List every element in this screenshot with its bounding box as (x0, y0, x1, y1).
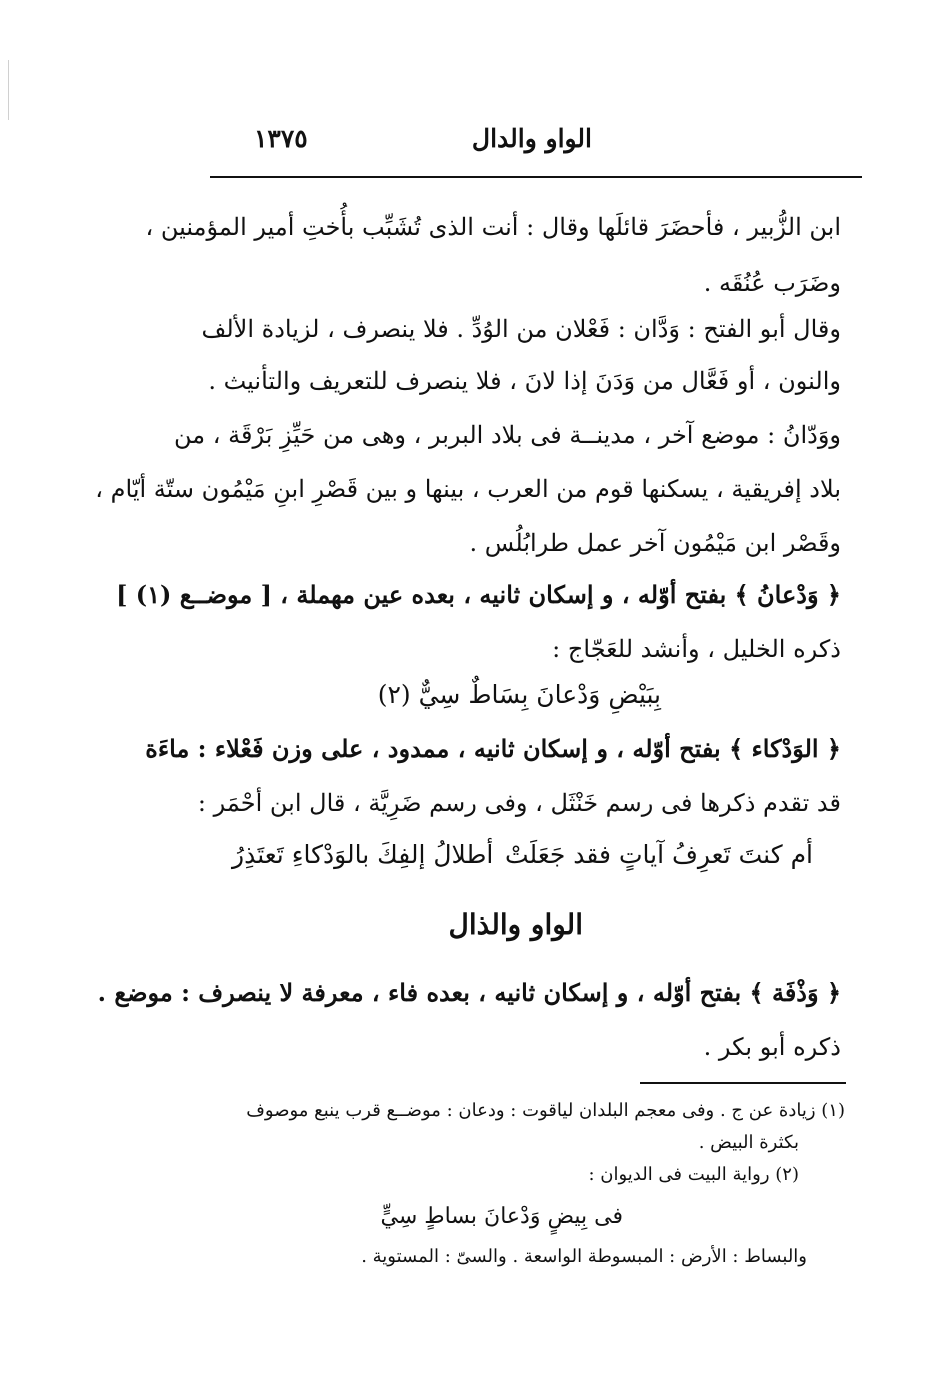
section-heading: الواو والذال (448, 908, 583, 941)
body-line: بلاد إفريقية ، يسكنها قوم من العرب ، بينها و بين قَصْرِ ابنِ مَيْمُون ستّة أيّام ، (95, 475, 841, 503)
footnote-rule (640, 1082, 846, 1084)
entry-line: ﴿ وَدْعانُ ﴾ بفتح أوّله ، و إسكان ثانيه ، بعده عين مهملة ، [ موضــع (١) ] (116, 580, 841, 609)
scan-edge-mark (8, 60, 9, 120)
footnote-line: والبساط : الأرض : المبسوطة الواسعة . والسىّ : المستوية . (361, 1246, 807, 1267)
entry-line: ﴿ وَذْفَة ﴾ بفتح أوّله ، و إسكان ثانيه ، بعده فاء ، معرفة لا ينصرف : موضع . (97, 978, 841, 1007)
running-title: الواو والدال (471, 124, 592, 153)
footnote-line: بكثرة البيض . (698, 1132, 799, 1153)
footnote-verse: فى بِيضٍ وَدْعانَ بساطٍ سِيٍّ (380, 1204, 623, 1229)
body-line: وقال أبو الفتح : وَدَّان : فَعْلان من الوُدِّ . فلا ينصرف ، لزيادة الألف (201, 315, 841, 343)
verse-line: بِبَيْضِ وَدْعانَ بِسَاطٌ سِيٌّ (٢) (377, 680, 661, 709)
verse-hemistich-left: أطلالُ إلفِكَ بالوَدْكاءِ تَعتَذِرُ (232, 840, 494, 869)
body-line: ابن الزُّبير ، فأحضَرَ قائلَها وقال : أنت الذى تُشَبِّب بأُختِ أمير المؤمنين ، (145, 213, 841, 241)
footnote-line: (١) زيادة عن ج . وفى معجم البلدان لياقوت : ودعان : موضــع قرب ينبع موصوف (246, 1100, 845, 1121)
body-line: ذكره أبو بكر . (703, 1033, 841, 1061)
body-line: ووَدّانُ : موضع آخر ، مدينــة فى بلاد البربر ، وهى من حَيِّزِ بَرْقَة ، من (173, 421, 841, 449)
body-line: ذكره الخليل ، وأنشد للعَجّاج : (552, 635, 841, 663)
body-line: وقَصْر ابن مَيْمُون آخر عمل طرابُلُس . (469, 529, 841, 557)
entry-line: ﴿ الوَدْكاء ﴾ بفتح أوّله ، و إسكان ثانيه ، ممدود ، على وزن فَعْلاء : ماءَة (145, 734, 841, 763)
body-line: قد تقدم ذكرها فى رسم خَنْثَل ، وفى رسم ضَرِيَّة ، قال ابن أحْمَر : (197, 789, 841, 817)
footnote-line: (٢) رواية البيت فى الديوان : (588, 1164, 799, 1185)
verse-hemistich-right: أم كنتَ تَعرِفُ آياتٍ فقد جَعَلَتْ (505, 840, 813, 869)
body-line: والنون ، أو فَعَّال من وَدَنَ إذا لانَ ، فلا ينصرف للتعريف والتأنيث . (208, 367, 841, 395)
header-rule (210, 176, 862, 178)
page-number: ١٣٧٥ (254, 124, 308, 153)
running-header (210, 112, 862, 174)
body-line: وضَرَب عُنُقَه . (703, 269, 841, 297)
